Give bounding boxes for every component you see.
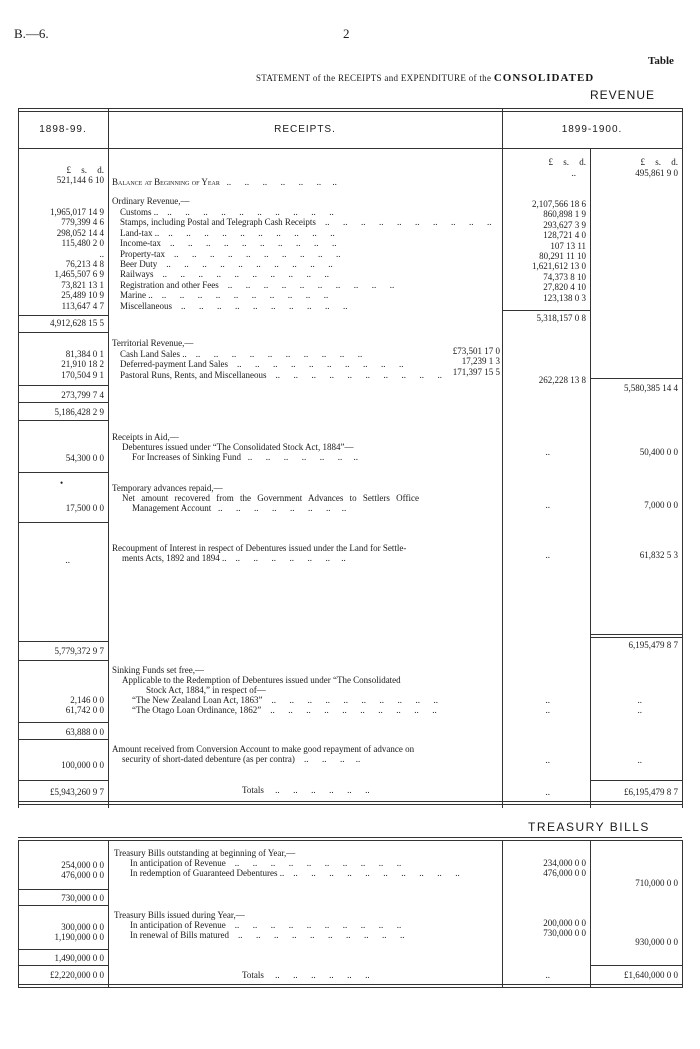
issued-left-total: 1,490,000 0 0 [54, 953, 104, 963]
ordinary-item-label [120, 217, 500, 227]
ordinary-item-label [120, 207, 500, 217]
ordinary-item-label [120, 259, 500, 269]
sinking-line2: Stock Act, 1884,” in respect of— [146, 685, 266, 695]
issued-mid-value [504, 928, 586, 938]
revenue-label: REVENUE [590, 88, 656, 102]
aid-heading: Receipts in Aid,— [112, 432, 179, 442]
ordinary-left-value-text: 25,489 10 9 [61, 290, 104, 301]
leader-dots: .. .. .. .. .. .. .. .. .. .. [261, 705, 437, 716]
ordinary-left-value [20, 228, 104, 238]
ordinary-mid-value-text: 80,291 11 10 [539, 251, 586, 262]
ordinary-mid-value-text: 128,721 4 0 [543, 230, 586, 241]
sinking-line1: Applicable to the Redemption of Debentures issued under “The Consolidated [122, 675, 401, 685]
outstanding-mid-value [504, 858, 586, 868]
rule [590, 965, 682, 966]
conversion-line1: Amount received from Conversion Account to make good repayment of advance on [112, 744, 415, 754]
sinking-mid-values [504, 695, 550, 716]
ordinary-mid-value [504, 251, 586, 261]
ordinary-mid-value-text: 1,621,612 13 0 [532, 261, 586, 272]
totals-left: £5,943,260 9 7 [50, 787, 104, 797]
treasury-left-divider [108, 840, 109, 988]
leader-dots: .. .. .. .. [294, 754, 361, 764]
totals-mid: .. [545, 787, 550, 797]
ordinary-mid-values [504, 199, 586, 303]
leader-dots: .. .. .. .. .. .. .. .. .. .. [157, 259, 333, 270]
subtotal-right: 6,195,479 8 7 [628, 640, 678, 650]
ordinary-mid-value [504, 272, 586, 282]
outstanding-mid-value-text: 476,000 0 0 [543, 868, 586, 879]
header-left-year: 1898-99. [39, 124, 87, 135]
sinking-left-value-text: 2,146 0 0 [70, 695, 104, 705]
recoupment-line2 [122, 553, 346, 563]
recoupment-mid: .. [545, 550, 550, 560]
territorial-item-label [120, 349, 420, 359]
sinking-mid-value [504, 695, 550, 705]
outstanding-left-value-text: 254,000 0 0 [61, 860, 104, 870]
leader-dots: .. .. .. .. .. .. .. .. .. .. [153, 269, 329, 280]
table-bottom-rule-2 [18, 804, 682, 805]
territorial-inner-value [420, 356, 500, 366]
treasury-title: TREASURY BILLS [528, 820, 650, 834]
rule [590, 634, 682, 635]
ordinary-item-label-text: Customs .. [120, 207, 159, 217]
conversion-line2-text: security of short-dated debenture (as per contra) [122, 754, 295, 764]
ordinary-item-label [120, 228, 500, 238]
sinking-item-label [132, 705, 500, 715]
rule [18, 385, 108, 386]
outstanding-item-label-text: In anticipation of Revenue [130, 858, 226, 868]
rule [18, 522, 108, 523]
sinking-mid-value-text: .. [545, 705, 550, 716]
currency-header-right: £ s. d. [640, 157, 678, 167]
ordinary-mid-value [504, 209, 586, 219]
sinking-left-value [20, 705, 104, 715]
issued-item-label-text: In anticipation of Revenue [130, 920, 226, 930]
rule [18, 722, 108, 723]
rule [502, 310, 590, 311]
territorial-left-value [20, 359, 104, 369]
leader-dots: .. .. .. .. .. .. .. .. .. .. [266, 369, 442, 380]
rule [590, 378, 682, 379]
aid-line2-text: For Increases of Sinking Fund [132, 452, 241, 462]
issued-mid-values [504, 918, 586, 939]
rule [18, 949, 108, 950]
rule [18, 660, 108, 661]
territorial-inner-value-text: 171,397 15 5 [452, 366, 500, 377]
sinking-right-value [592, 695, 642, 705]
aid-line2 [132, 452, 358, 462]
ordinary-mid-value [504, 261, 586, 271]
left-col-divider [108, 108, 109, 808]
ordinary-labels [120, 207, 500, 311]
ordinary-item-label [120, 280, 500, 290]
rule [18, 420, 108, 421]
territorial-inner-value [420, 367, 500, 377]
rule [18, 641, 108, 642]
issued-labels [130, 920, 500, 941]
rule [18, 472, 108, 473]
territorial-left-value [20, 349, 104, 359]
leader-dots: .. .. .. .. .. .. .. .. .. .. [225, 858, 402, 868]
totals-label [242, 785, 370, 795]
territorial-left-total: 273,799 7 4 [61, 390, 104, 400]
ordinary-left-value [20, 238, 104, 248]
issued-item-label-text: In renewal of Bills matured [130, 930, 229, 941]
leader-dots: .. .. .. .. .. .. .. [226, 553, 346, 563]
balance-left: 521,144 6 10 [56, 175, 104, 185]
ordinary-item-label-text: Property-tax [120, 248, 165, 259]
header-receipts: RECEIPTS. [274, 124, 336, 135]
territorial-inner-values [420, 346, 500, 377]
ordinary-mid-value-text: 107 13 11 [550, 240, 586, 251]
right-col-divider [590, 148, 591, 808]
issued-left-values [20, 922, 104, 943]
ordinary-item-label-text: Railways [120, 269, 154, 280]
ordinary-left-value [20, 249, 104, 259]
issued-heading: Treasury Bills issued during Year,— [114, 910, 245, 920]
balance-mid: .. [571, 168, 576, 178]
territorial-left-values [20, 349, 104, 380]
conversion-mid: .. [545, 755, 550, 765]
left-border [18, 108, 19, 808]
doc-reference: B.—6. [14, 26, 49, 41]
ordinary-mid-value-text: 27,820 4 10 [543, 282, 586, 293]
sinking-right-value [592, 705, 642, 715]
leader-dots: .. .. .. .. .. .. .. .. .. .. [152, 290, 329, 301]
sinking-item-label-text: “The New Zealand Loan Act, 1863” [132, 695, 263, 705]
sinking-left-total: 63,888 0 0 [65, 727, 104, 737]
outstanding-left-value [20, 860, 104, 870]
aid-right: 50,400 0 0 [639, 447, 678, 457]
leader-dots: .. .. .. .. .. .. .. .. .. .. [158, 207, 334, 217]
sinking-labels [132, 695, 500, 716]
ordinary-left-value-text: 115,480 2 0 [61, 238, 104, 249]
advances-mid: .. [545, 500, 550, 510]
ordinary-mid-value-text: 123,138 0 3 [543, 292, 586, 303]
table-top-rule-2 [18, 111, 682, 112]
rule [18, 889, 108, 890]
aid-mid: .. [545, 447, 550, 457]
territorial-labels [120, 349, 442, 380]
outstanding-left-value-text: 476,000 0 0 [61, 870, 104, 881]
issued-left-value-text: 300,000 0 0 [61, 922, 104, 932]
totals-label-text: Totals [242, 785, 264, 795]
bullet-mark: • [60, 478, 64, 488]
outstanding-labels [130, 858, 500, 879]
sinking-left-value-text: 61,742 0 0 [65, 705, 104, 716]
treasury-totals-mid: .. [545, 970, 550, 980]
balance-right: 495,861 9 0 [635, 168, 678, 178]
sinking-heading: Sinking Funds set free,— [112, 665, 204, 675]
aid-line1: Debentures issued under “The Consolidated Stock Act, 1884”— [122, 442, 354, 452]
rule [18, 780, 108, 781]
treasury-mid-divider [502, 840, 503, 988]
territorial-item-label [120, 359, 420, 369]
territorial-inner-value-text: £73,501 17 0 [452, 346, 500, 356]
leader-dots: .. .. .. .. .. .. .. .. .. .. [159, 227, 335, 238]
header-bottom-rule [18, 148, 682, 149]
territorial-inner-value [420, 346, 500, 356]
ordinary-left-value-text: 1,465,507 6 9 [54, 269, 104, 280]
ordinary-item-label [120, 238, 500, 248]
outstanding-left-value [20, 870, 104, 880]
leader-dots: .. .. .. .. .. .. .. .. .. .. [284, 868, 460, 879]
treasury-top-rule [18, 837, 682, 838]
treasury-bottom-rule [18, 984, 682, 985]
subtotal-left: 5,779,372 9 7 [54, 646, 104, 656]
ordinary-mid-value-text: 74,373 8 10 [543, 271, 586, 282]
leader-dots: .. .. .. .. .. .. .. [241, 452, 358, 462]
treasury-totals-label [242, 970, 370, 980]
left-running-total: 5,186,428 2 9 [54, 407, 104, 417]
recoupment-line2-text: ments Acts, 1892 and 1894 .. [122, 553, 227, 563]
ordinary-item-label [120, 269, 500, 279]
currency-header-mid: £ s. d. [548, 157, 586, 167]
mid-col-divider [502, 108, 503, 808]
leader-dots: .. .. .. .. .. .. .. .. [211, 503, 347, 513]
rule [18, 965, 108, 966]
outstanding-item-label [130, 858, 500, 868]
rule [18, 402, 108, 403]
ordinary-left-value-text: .. [99, 248, 104, 259]
ordinary-left-value-text: 73,821 13 1 [61, 279, 104, 290]
territorial-inner-value-text: 17,239 1 3 [461, 356, 500, 367]
sinking-item-label-text: “The Otago Loan Ordinance, 1862” [132, 705, 262, 716]
aid-left: 54,300 0 0 [65, 453, 104, 463]
issued-left-value-text: 1,190,000 0 0 [54, 932, 104, 943]
leader-dots: .. .. .. .. .. .. .. .. .. .. [228, 930, 405, 941]
ordinary-mid-value-text: 2,107,566 18 6 [532, 199, 586, 209]
issued-left-value [20, 932, 104, 942]
advances-right: 7,000 0 0 [644, 500, 678, 510]
ordinary-left-value-text: 779,399 4 6 [61, 217, 104, 228]
leader-dots: .. .. .. .. .. .. .. .. .. .. [227, 359, 404, 370]
rule [18, 905, 108, 906]
sinking-mid-value [504, 705, 550, 715]
leader-dots: .. .. .. .. .. .. [263, 970, 370, 980]
territorial-item-label-text: Cash Land Sales .. [120, 349, 187, 359]
treasury-right-border [682, 840, 683, 988]
table-label: Table [648, 55, 674, 67]
treasury-totals-label-text: Totals [242, 970, 264, 980]
sinking-right-values [592, 695, 642, 716]
ordinary-heading: Ordinary Revenue,— [112, 196, 190, 206]
ordinary-mid-value [504, 282, 586, 292]
outstanding-item-label-text: In redemption of Guaranteed Debentures .. [130, 868, 285, 879]
rule [590, 780, 682, 781]
ordinary-mid-value [504, 199, 586, 209]
sinking-item-label [132, 695, 500, 705]
issued-right: 930,000 0 0 [635, 937, 678, 947]
ordinary-left-value [20, 280, 104, 290]
ordinary-item-label-text: Income-tax [120, 238, 161, 249]
leader-dots: .. .. .. .. .. .. .. .. .. .. [218, 279, 395, 290]
rule [590, 637, 682, 638]
ordinary-left-total: 4,912,628 15 5 [50, 318, 104, 328]
statement-title-text: STATEMENT of the RECEIPTS and EXPENDITURE of the [256, 73, 492, 83]
sinking-mid-value-text: .. [545, 695, 550, 705]
treasury-top-rule-2 [18, 840, 682, 841]
territorial-right-total: 5,580,385 14 4 [624, 383, 678, 393]
sinking-right-value-text: .. [637, 695, 642, 705]
ordinary-left-value [20, 217, 104, 227]
ordinary-item-label [120, 301, 500, 311]
issued-mid-value-text: 200,000 0 0 [543, 918, 586, 928]
outstanding-mid-value [504, 868, 586, 878]
ordinary-item-label-text: Land-tax .. [120, 227, 160, 238]
ordinary-item-label-text: Registration and other Fees [120, 279, 219, 290]
ordinary-left-value-text: 1,965,017 14 9 [50, 207, 104, 217]
leader-dots: .. .. .. .. .. .. .. [219, 177, 337, 187]
recoupment-right: 61,832 5 3 [639, 550, 678, 560]
advances-line1: Net amount recovered from the Government Advances to Settlers Office [122, 493, 419, 503]
outstanding-mid-values [504, 858, 586, 879]
leader-dots: .. .. .. .. .. .. .. .. .. .. [186, 349, 363, 359]
totals-right: £6,195,479 8 7 [624, 787, 678, 797]
issued-mid-value [504, 918, 586, 928]
issued-item-label [130, 920, 500, 930]
ordinary-mid-value [504, 230, 586, 240]
treasury-totals-right: £1,640,000 0 0 [624, 970, 678, 980]
outstanding-item-label [130, 868, 500, 878]
statement-title-bold: CONSOLIDATED [493, 72, 595, 84]
ordinary-item-label [120, 290, 500, 300]
ordinary-left-value [20, 259, 104, 269]
conversion-right: .. [637, 755, 642, 765]
ordinary-left-value [20, 301, 104, 311]
advances-left: 17,500 0 0 [65, 503, 104, 513]
balance-label [112, 177, 337, 187]
territorial-mid-total: 262,228 13 8 [538, 375, 586, 385]
ordinary-item-label [120, 249, 500, 259]
outstanding-right: 710,000 0 0 [635, 878, 678, 888]
ordinary-mid-value [504, 241, 586, 251]
rule [18, 739, 108, 740]
territorial-left-value-text: 81,384 0 1 [65, 349, 104, 359]
leader-dots: .. .. .. .. .. .. .. .. .. .. [172, 300, 348, 311]
balance-label-text: Balance at Beginning of Year [112, 177, 220, 187]
ordinary-mid-value [504, 220, 586, 230]
leader-dots: .. .. .. .. .. .. .. .. .. .. [315, 217, 492, 228]
leader-dots: .. .. .. .. .. .. [263, 785, 370, 795]
ordinary-mid-total: 5,318,157 0 8 [536, 313, 586, 323]
ordinary-item-label-text: Marine .. [120, 290, 153, 301]
statement-title [256, 72, 594, 84]
table-bottom-rule [18, 801, 682, 802]
rule [18, 315, 108, 316]
issued-left-value [20, 922, 104, 932]
ordinary-mid-value-text: 293,627 3 9 [543, 219, 586, 230]
issued-mid-value-text: 730,000 0 0 [543, 928, 586, 939]
leader-dots: .. .. .. .. .. .. .. .. .. .. [262, 695, 438, 705]
header-right-year: 1899-1900. [561, 124, 623, 135]
ordinary-item-label-text: Beer Duty [120, 259, 158, 270]
table-top-rule [18, 108, 682, 109]
ordinary-left-value [20, 290, 104, 300]
conversion-line2 [122, 754, 360, 764]
page-number: 2 [343, 26, 350, 41]
ordinary-left-value-text: 113,647 4 7 [61, 300, 104, 311]
treasury-bottom-rule-2 [18, 987, 682, 988]
ordinary-left-value-text: 298,052 14 4 [56, 227, 104, 238]
ordinary-mid-value [504, 293, 586, 303]
currency-header-left: £ s. d. [66, 165, 104, 175]
sinking-right-value-text: .. [637, 705, 642, 716]
issued-item-label [130, 930, 500, 940]
ordinary-item-label-text: Miscellaneous [120, 300, 172, 311]
territorial-left-value [20, 370, 104, 380]
right-border [682, 108, 683, 808]
outstanding-heading: Treasury Bills outstanding at beginning of Year,— [114, 848, 296, 858]
advances-line2 [132, 503, 346, 513]
territorial-left-value-text: 21,910 18 2 [61, 359, 104, 370]
ordinary-left-value [20, 269, 104, 279]
ordinary-left-value [20, 207, 104, 217]
ordinary-mid-value-text: 860,898 1 9 [543, 209, 586, 220]
territorial-item-label-text: Deferred-payment Land Sales [120, 359, 228, 370]
leader-dots: .. .. .. .. .. .. .. .. .. .. [160, 238, 337, 249]
sinking-left-values [20, 695, 104, 716]
advances-line2-text: Management Account [132, 503, 212, 513]
conversion-left: 100,000 0 0 [61, 760, 104, 770]
leader-dots: .. .. .. .. .. .. .. .. .. .. [165, 248, 341, 259]
ordinary-left-value-text: 76,213 4 8 [65, 259, 104, 270]
sinking-left-value [20, 695, 104, 705]
territorial-item-label [120, 369, 442, 380]
outstanding-mid-value-text: 234,000 0 0 [543, 858, 586, 868]
ordinary-left-values [20, 207, 104, 311]
territorial-heading: Territorial Revenue,— [112, 338, 194, 348]
territorial-item-label-text: Pastoral Runs, Rents, and Miscellaneous [120, 369, 267, 380]
treasury-totals-left: £2,220,000 0 0 [50, 970, 104, 980]
outstanding-left-values [20, 860, 104, 881]
ordinary-item-label-text: Stamps, including Postal and Telegraph Cash Receipts [120, 217, 316, 228]
recoupment-line1: Recoupment of Interest in respect of Debentures issued under the Land for Settle- [112, 543, 407, 553]
recoupment-left: .. [65, 555, 70, 565]
territorial-left-value-text: 170,504 9 1 [61, 369, 104, 380]
rule [18, 332, 108, 333]
leader-dots: .. .. .. .. .. .. .. .. .. .. [225, 920, 402, 930]
outstanding-left-total: 730,000 0 0 [61, 893, 104, 903]
advances-heading: Temporary advances repaid,— [112, 483, 223, 493]
